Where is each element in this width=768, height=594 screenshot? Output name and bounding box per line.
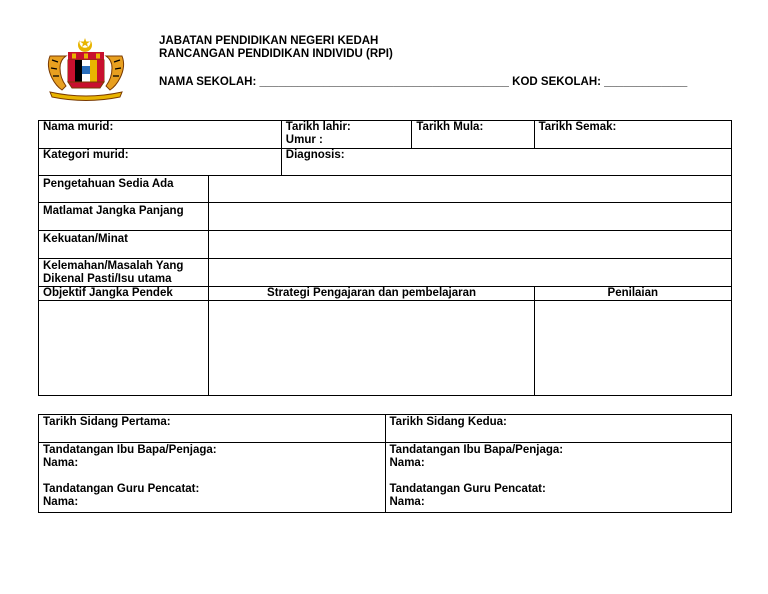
- nama-label-left-2: Nama:: [43, 496, 79, 508]
- sidang-table: [38, 414, 732, 513]
- strategi-header: Strategi Pengajaran dan pembelajaran: [209, 287, 534, 301]
- matlamat-label: Matlamat Jangka Panjang: [39, 203, 209, 231]
- kelemahan-field[interactable]: [209, 259, 732, 287]
- tarikh-lahir-label: Tarikh lahir:: [285, 121, 351, 133]
- penilaian-field[interactable]: [534, 301, 731, 396]
- ibubapa-label-right: Tandatangan Ibu Bapa/Penjaga:: [389, 444, 564, 456]
- objektif-field[interactable]: [39, 301, 209, 396]
- kelemahan-line1: Kelemahan/Masalah Yang: [43, 260, 184, 272]
- kekuatan-field[interactable]: [209, 231, 732, 259]
- strategi-field[interactable]: [209, 301, 534, 396]
- school-name-line: NAMA SEKOLAH: _______________________________________ KOD SEKOLAH: _____________: [159, 76, 688, 88]
- ibubapa-label-left: Tandatangan Ibu Bapa/Penjaga:: [43, 444, 217, 456]
- sidang-pertama-field[interactable]: Tarikh Sidang Pertama:: [39, 415, 386, 443]
- sidang-kedua-field[interactable]: Tarikh Sidang Kedua:: [385, 415, 732, 443]
- guru-label-left: Tandatangan Guru Pencatat:: [43, 483, 200, 495]
- signature-block-right[interactable]: [385, 443, 732, 513]
- header-subtitle: RANCANGAN PENDIDIKAN INDIVIDU (RPI): [159, 48, 393, 60]
- tarikh-semak-field[interactable]: Tarikh Semak:: [534, 121, 731, 149]
- pengetahuan-field[interactable]: [209, 176, 732, 203]
- umur-label: Umur :: [285, 134, 323, 146]
- nama-label-right-1: Nama:: [389, 457, 425, 469]
- pengetahuan-label: Pengetahuan Sedia Ada: [39, 176, 209, 203]
- guru-label-right: Tandatangan Guru Pencatat:: [389, 483, 546, 495]
- tarikh-lahir-field[interactable]: [281, 121, 412, 149]
- crest-logo: [44, 36, 128, 102]
- rpi-form-table: [38, 120, 732, 396]
- diagnosis-field[interactable]: Diagnosis:: [281, 149, 731, 176]
- signature-block-left[interactable]: [39, 443, 386, 513]
- nama-murid-field[interactable]: Nama murid:: [39, 121, 282, 149]
- objektif-header: Objektif Jangka Pendek: [39, 287, 209, 301]
- tarikh-mula-field[interactable]: Tarikh Mula:: [412, 121, 534, 149]
- matlamat-field[interactable]: [209, 203, 732, 231]
- nama-label-left-1: Nama:: [43, 457, 79, 469]
- penilaian-header: Penilaian: [534, 287, 731, 301]
- header-title: JABATAN PENDIDIKAN NEGERI KEDAH: [159, 35, 379, 47]
- nama-label-right-2: Nama:: [389, 496, 425, 508]
- kategori-murid-field[interactable]: Kategori murid:: [39, 149, 282, 176]
- kekuatan-label: Kekuatan/Minat: [39, 231, 209, 259]
- kelemahan-label: [39, 259, 209, 287]
- kelemahan-line2: Dikenal Pasti/Isu utama: [43, 273, 172, 285]
